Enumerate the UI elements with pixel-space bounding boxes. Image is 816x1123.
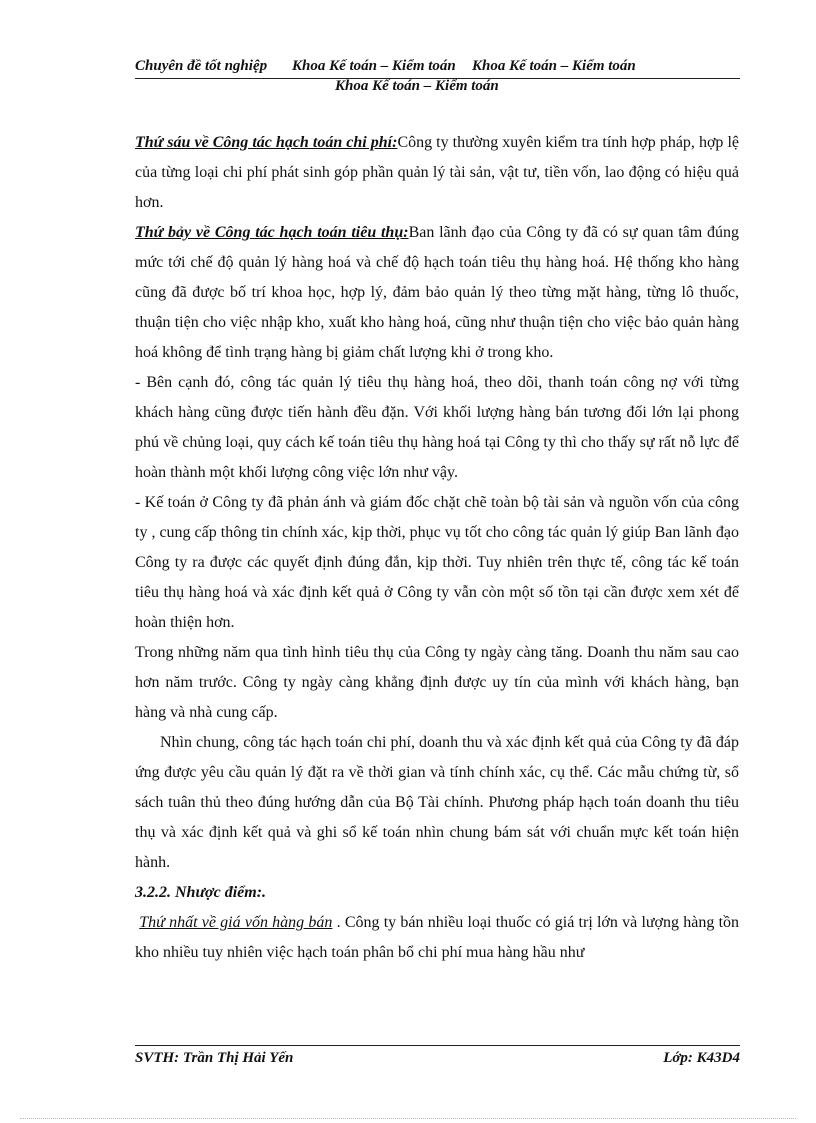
footer-class: Lớp: K43D4 (663, 1050, 740, 1066)
header-thesis-title: Chuyên đề tốt nghiệp (135, 58, 268, 74)
paragraph-text: . Công ty bán nhiều loại thuốc có giá trị lớn và lượng hàng tồn kho nhiều tuy nhiên việc hạch toán phân bổ chi phí mua hàng hầu như (135, 914, 740, 961)
page-bottom-border (20, 1118, 796, 1119)
paragraph-text: Ban lãnh đạo của Công ty đã có sự quan tâm đúng mức tới chế độ quản lý hàng hoá và chế độ hạch toán tiêu thụ hàng hoá. Hệ thống kho hàng cũng đã được bố trí khoa học, hợp lý, đảm bảo quản lý theo từng mặt hàng, từng lô thuốc, thuận tiện cho việc nhập kho, xuất kho hàng hoá, cũng như thuận tiện cho việc bảo quản hàng hoá không để tình trạng hàng bị giảm chất lượng khi ở trong kho. (135, 224, 739, 361)
page-body (135, 128, 739, 968)
paragraph-lead: Thứ nhất về giá vốn hàng bán (139, 914, 333, 931)
header-line-1 (135, 58, 740, 78)
footer-student-name: SVTH: Trần Thị Hải Yến (135, 1050, 294, 1066)
paragraph-cost-accounting (135, 128, 739, 218)
page-footer (135, 1045, 740, 1066)
paragraph-cost-of-goods (135, 908, 739, 968)
paragraph-accounting-role: - Kế toán ở Công ty đã phản ánh và giám đốc chặt chẽ toàn bộ tài sản và nguồn vốn của công ty , cung cấp thông tin chính xác, kịp thời, phục vụ tốt cho công tác quản lý giúp Ban lãnh đạo Công ty ra được các quyết định đúng đắn, kịp thời. Tuy nhiên trên thực tế, công tác kế toán tiêu thụ hàng hoá và xác định kết quả ở Công ty vẫn còn một số tồn tại cần được xem xét để hoàn thiện hơn. (135, 494, 739, 631)
paragraph-summary: Nhìn chung, công tác hạch toán chi phí, doanh thu và xác định kết quả của Công ty đã đáp ứng được yêu cầu quản lý đặt ra về thời gian và tính chính xác, cụ thể. Các mẫu chứng từ, sổ sách tuân thủ theo đúng hướng dẫn của Bộ Tài chính. Phương pháp hạch toán doanh thu tiêu thụ và xác định kết quả và ghi sổ kế toán nhìn chung bám sát với chuẩn mực kết toán hiện hành. (135, 734, 739, 871)
paragraph-sales-accounting (135, 218, 739, 368)
paragraph-sales-growth: Trong những năm qua tình hình tiêu thụ của Công ty ngày càng tăng. Doanh thu năm sau cao hơn năm trước. Công ty ngày càng khẳng định được uy tín của mình với khách hàng, bạn hàng và nhà cung cấp. (135, 644, 739, 721)
header-department-2: Khoa Kế toán – Kiểm toán (472, 58, 636, 74)
section-heading-weaknesses: 3.2.2. Nhược điểm:. (135, 884, 267, 901)
paragraph-lead: Thứ bảy về Công tác hạch toán tiêu thụ: (135, 224, 409, 241)
paragraph-receivables: - Bên cạnh đó, công tác quản lý tiêu thụ hàng hoá, theo dõi, thanh toán công nợ với từng khách hàng cũng được tiến hành đều đặn. Với khối lượng hàng bán tương đối lớn lại phong phú về chủng loại, quy cách kế toán tiêu thụ hàng hoá tại Công ty thì cho thấy sự rất nỗ lực để hoàn thành một khối lượng công việc lớn như vậy. (135, 374, 739, 481)
header-department-1: Khoa Kế toán – Kiểm toán (292, 58, 456, 74)
header-department-3: Khoa Kế toán – Kiểm toán (335, 78, 499, 94)
page-header (135, 58, 740, 94)
paragraph-lead: Thứ sáu về Công tác hạch toán chi phí: (135, 134, 398, 151)
paragraph-text: Công ty thường xuyên kiểm tra tính hợp pháp, hợp lệ của từng loại chi phí phát sinh góp phần quản lý tài sản, vật tư, tiền vốn, lao động có hiệu quả hơn. (135, 134, 740, 211)
